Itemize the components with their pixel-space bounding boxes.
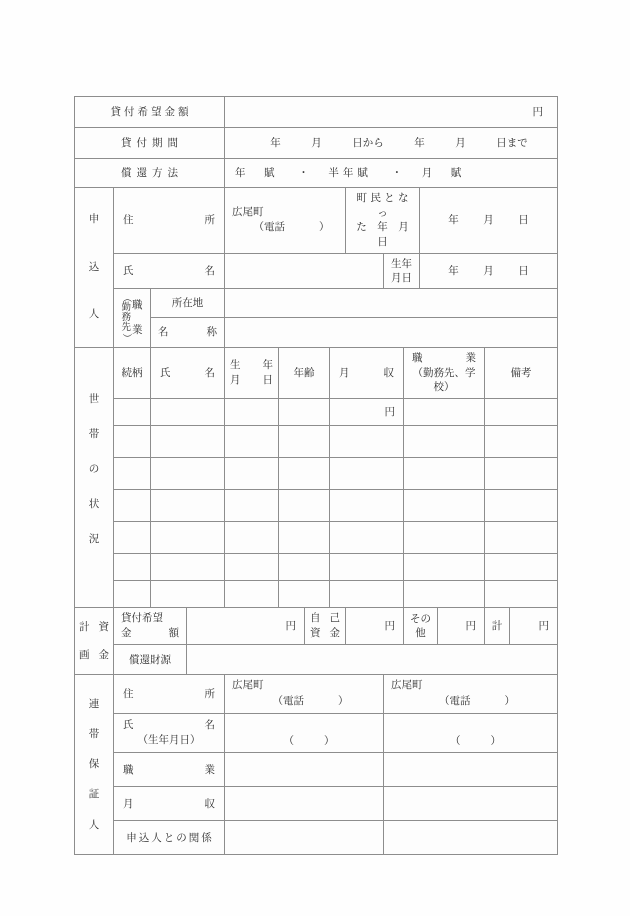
row-funding-plan-amounts <box>75 608 558 645</box>
repayment-separator-1: ・ <box>298 166 309 179</box>
period-to-month: 月 <box>455 136 466 149</box>
guarantor-section-label <box>75 675 114 855</box>
applicant-address-label: 住 所 <box>114 188 225 254</box>
guarantor-2-occupation-field[interactable] <box>384 753 558 787</box>
guarantor-1-income-field[interactable] <box>225 787 384 821</box>
workplace-address-label: 所在地 <box>151 289 225 318</box>
household-cell-occupation[interactable] <box>404 426 485 458</box>
household-cell-occupation[interactable] <box>404 522 485 554</box>
household-cell-age[interactable] <box>279 399 330 426</box>
guarantor-name-label: 氏 名 （生年月日） <box>114 713 225 753</box>
table-row <box>75 490 558 522</box>
repayment-method-label: 償還方法 <box>75 159 225 188</box>
household-cell-age[interactable] <box>279 554 330 581</box>
household-cell-birth[interactable] <box>225 581 279 608</box>
household-cell-relation[interactable] <box>114 522 151 554</box>
household-col-income-header: 月 収 <box>330 347 404 398</box>
household-cell-relation[interactable] <box>114 581 151 608</box>
guarantor-1-address-town: 広尾町 <box>232 679 264 692</box>
applicant-occupation-label <box>114 289 151 348</box>
guarantor-address-label: 住 所 <box>114 675 225 714</box>
funding-total-label: 計 <box>485 608 510 645</box>
household-cell-relation[interactable] <box>114 554 151 581</box>
resident-since-year: 年 <box>448 214 459 227</box>
guarantor-income-label: 月 収 <box>114 787 225 821</box>
row-guarantor-relation <box>75 821 558 855</box>
applicant-name-label: 氏 名 <box>114 253 225 288</box>
household-cell-occupation[interactable] <box>404 458 485 490</box>
household-cell-relation[interactable] <box>114 458 151 490</box>
period-from-year: 年 <box>270 136 281 149</box>
household-cell-name[interactable] <box>151 426 225 458</box>
household-cell-age[interactable] <box>279 426 330 458</box>
table-row <box>75 522 558 554</box>
funding-label-col1: 資 金 <box>98 621 109 662</box>
household-cell-income[interactable] <box>330 426 404 458</box>
applicant-section-label-vertical: 申 込 人 <box>88 213 100 321</box>
repayment-method-field[interactable] <box>225 159 558 188</box>
row-guarantor-name <box>75 713 558 753</box>
funding-label-col2: 計 画 <box>79 621 90 662</box>
household-cell-remarks[interactable] <box>485 581 558 608</box>
applicant-birth-day: 日 <box>518 264 529 277</box>
workplace-address-field[interactable] <box>225 289 558 318</box>
guarantor-section-label-vertical: 連 帯 保 証 人 <box>88 697 100 831</box>
table-row <box>75 554 558 581</box>
guarantor-1-address-field[interactable] <box>225 675 384 714</box>
repayment-option-semiannual[interactable]: 半年賦 <box>328 166 372 179</box>
household-col-birth-header: 生 年 月 日 <box>225 347 279 398</box>
household-cell-name[interactable] <box>151 458 225 490</box>
applicant-birth-year: 年 <box>448 264 459 277</box>
household-cell-relation[interactable] <box>114 399 151 426</box>
household-cell-name[interactable] <box>151 522 225 554</box>
household-cell-age[interactable] <box>279 490 330 522</box>
household-cell-age[interactable] <box>279 522 330 554</box>
loan-amount-unit: 円 <box>532 105 544 118</box>
household-cell-income[interactable] <box>330 458 404 490</box>
funding-own-funds-label: 自 己 資 金 <box>305 608 346 645</box>
row-household-header <box>75 347 558 398</box>
household-cell-name[interactable] <box>151 399 225 426</box>
household-cell-relation[interactable] <box>114 426 151 458</box>
table-row <box>75 399 558 426</box>
row-repayment-source <box>75 645 558 675</box>
household-cell-income[interactable] <box>330 399 404 426</box>
loan-period-dates <box>225 131 557 155</box>
funding-own-funds-field[interactable]: 円 <box>346 608 404 645</box>
row-guarantor-income <box>75 787 558 821</box>
repayment-source-field[interactable] <box>187 645 558 675</box>
applicant-resident-since-field[interactable] <box>420 188 558 254</box>
row-applicant-workplace-address <box>75 289 558 318</box>
funding-plan-section-label <box>75 608 114 675</box>
funding-loan-amount-label: 貸付希望 金 額 <box>114 608 187 645</box>
household-col-name-header: 氏 名 <box>151 347 225 398</box>
household-cell-age[interactable] <box>279 458 330 490</box>
household-cell-remarks[interactable] <box>485 399 558 426</box>
household-cell-remarks[interactable] <box>485 522 558 554</box>
workplace-name-label: 名 称 <box>151 317 225 347</box>
guarantor-2-address-town: 広尾町 <box>391 679 423 692</box>
household-section-label <box>75 347 114 607</box>
guarantor-2-name-field[interactable] <box>384 713 558 753</box>
guarantor-2-address-tel: （電話 ） <box>439 695 515 708</box>
row-guarantor-address <box>75 675 558 714</box>
guarantor-1-address-tel: （電話 ） <box>272 695 349 708</box>
guarantor-1-relation-field[interactable] <box>225 821 384 855</box>
repayment-separator-2: ・ <box>391 166 403 179</box>
household-income-unit: 円 <box>384 405 395 418</box>
loan-amount-label: 貸付希望金額 <box>75 97 225 128</box>
household-cell-remarks[interactable] <box>485 490 558 522</box>
household-cell-birth[interactable] <box>225 522 279 554</box>
funding-plan-label-vertical <box>75 608 113 674</box>
funding-total-field[interactable]: 円 <box>510 608 558 645</box>
applicant-address-tel: （電話 ） <box>253 221 330 234</box>
loan-period-field[interactable] <box>225 128 558 159</box>
row-loan-period <box>75 128 558 159</box>
household-col-remarks-header: 備考 <box>485 347 558 398</box>
household-cell-age[interactable] <box>279 581 330 608</box>
household-section-label-vertical: 世 帯 の 状 況 <box>88 392 100 545</box>
household-cell-birth[interactable] <box>225 554 279 581</box>
occupation-label-sub: （ 勤 務 先 ） <box>121 293 133 343</box>
household-cell-occupation[interactable] <box>404 490 485 522</box>
table-row <box>75 581 558 608</box>
guarantor-1-occupation-field[interactable] <box>225 753 384 787</box>
guarantor-1-name-field[interactable] <box>225 713 384 753</box>
household-cell-occupation[interactable] <box>404 554 485 581</box>
loan-application-form <box>74 96 558 855</box>
guarantor-1-birth-paren: （ ） <box>283 735 335 748</box>
row-guarantor-occupation <box>75 753 558 787</box>
period-to-year: 年 <box>414 136 425 149</box>
resident-since-month: 月 <box>483 214 494 227</box>
applicant-name-field[interactable] <box>225 253 384 288</box>
guarantor-2-address-field[interactable] <box>384 675 558 714</box>
household-cell-occupation[interactable] <box>404 399 485 426</box>
household-cell-name[interactable] <box>151 554 225 581</box>
household-cell-income[interactable] <box>330 522 404 554</box>
applicant-birth-label: 生年月日 <box>384 253 420 288</box>
form-container <box>74 96 556 855</box>
household-cell-name[interactable] <box>151 581 225 608</box>
funding-other-label: その他 <box>404 608 438 645</box>
row-repayment-method <box>75 159 558 188</box>
guarantor-2-birth-paren: （ ） <box>450 735 501 748</box>
occupation-label-main: 職 業 <box>132 299 143 336</box>
guarantor-occupation-label: 職 業 <box>114 753 225 787</box>
applicant-section-label <box>75 188 114 348</box>
household-cell-occupation[interactable] <box>404 581 485 608</box>
guarantor-2-relation-field[interactable] <box>384 821 558 855</box>
applicant-birth-field[interactable] <box>420 253 558 288</box>
household-col-occupation-header: 職 業 （勤務先、学校） <box>404 347 485 398</box>
household-cell-birth[interactable] <box>225 490 279 522</box>
funding-loan-amount-field[interactable]: 円 <box>187 608 305 645</box>
household-cell-birth[interactable] <box>225 399 279 426</box>
guarantor-relation-label: 申込人との関係 <box>114 821 225 855</box>
loan-period-label: 貸付期間 <box>75 128 225 159</box>
loan-amount-field[interactable] <box>225 97 558 128</box>
household-col-age-header: 年齢 <box>279 347 330 398</box>
household-cell-income[interactable] <box>330 490 404 522</box>
period-to-day: 日まで <box>496 136 528 149</box>
household-cell-name[interactable] <box>151 490 225 522</box>
applicant-resident-since-label: 町 民 と な っ た 年 月 日 <box>346 188 420 254</box>
household-cell-income[interactable] <box>330 554 404 581</box>
table-row <box>75 426 558 458</box>
household-cell-birth[interactable] <box>225 458 279 490</box>
household-cell-income[interactable] <box>330 581 404 608</box>
household-cell-relation[interactable] <box>114 490 151 522</box>
household-cell-birth[interactable] <box>225 426 279 458</box>
period-from-month: 月 <box>311 136 322 149</box>
repayment-option-monthly[interactable]: 月 賦 <box>421 166 466 179</box>
household-cell-remarks[interactable] <box>485 458 558 490</box>
funding-other-field[interactable]: 円 <box>438 608 485 645</box>
household-cell-remarks[interactable] <box>485 426 558 458</box>
repayment-source-label: 償還財源 <box>114 645 187 675</box>
applicant-address-field[interactable] <box>225 188 346 254</box>
applicant-address-town: 広尾町 <box>232 205 264 218</box>
row-applicant-name <box>75 253 558 288</box>
workplace-name-field[interactable] <box>225 317 558 347</box>
guarantor-2-income-field[interactable] <box>384 787 558 821</box>
household-col-relation-header: 続柄 <box>114 347 151 398</box>
period-from-day: 日から <box>352 136 384 149</box>
row-loan-amount <box>75 97 558 128</box>
household-cell-remarks[interactable] <box>485 554 558 581</box>
resident-since-day: 日 <box>518 214 529 227</box>
repayment-option-yearly[interactable]: 年 賦 <box>235 166 279 179</box>
repayment-options <box>225 161 557 185</box>
applicant-birth-month: 月 <box>483 264 494 277</box>
row-applicant-address <box>75 188 558 254</box>
table-row <box>75 458 558 490</box>
